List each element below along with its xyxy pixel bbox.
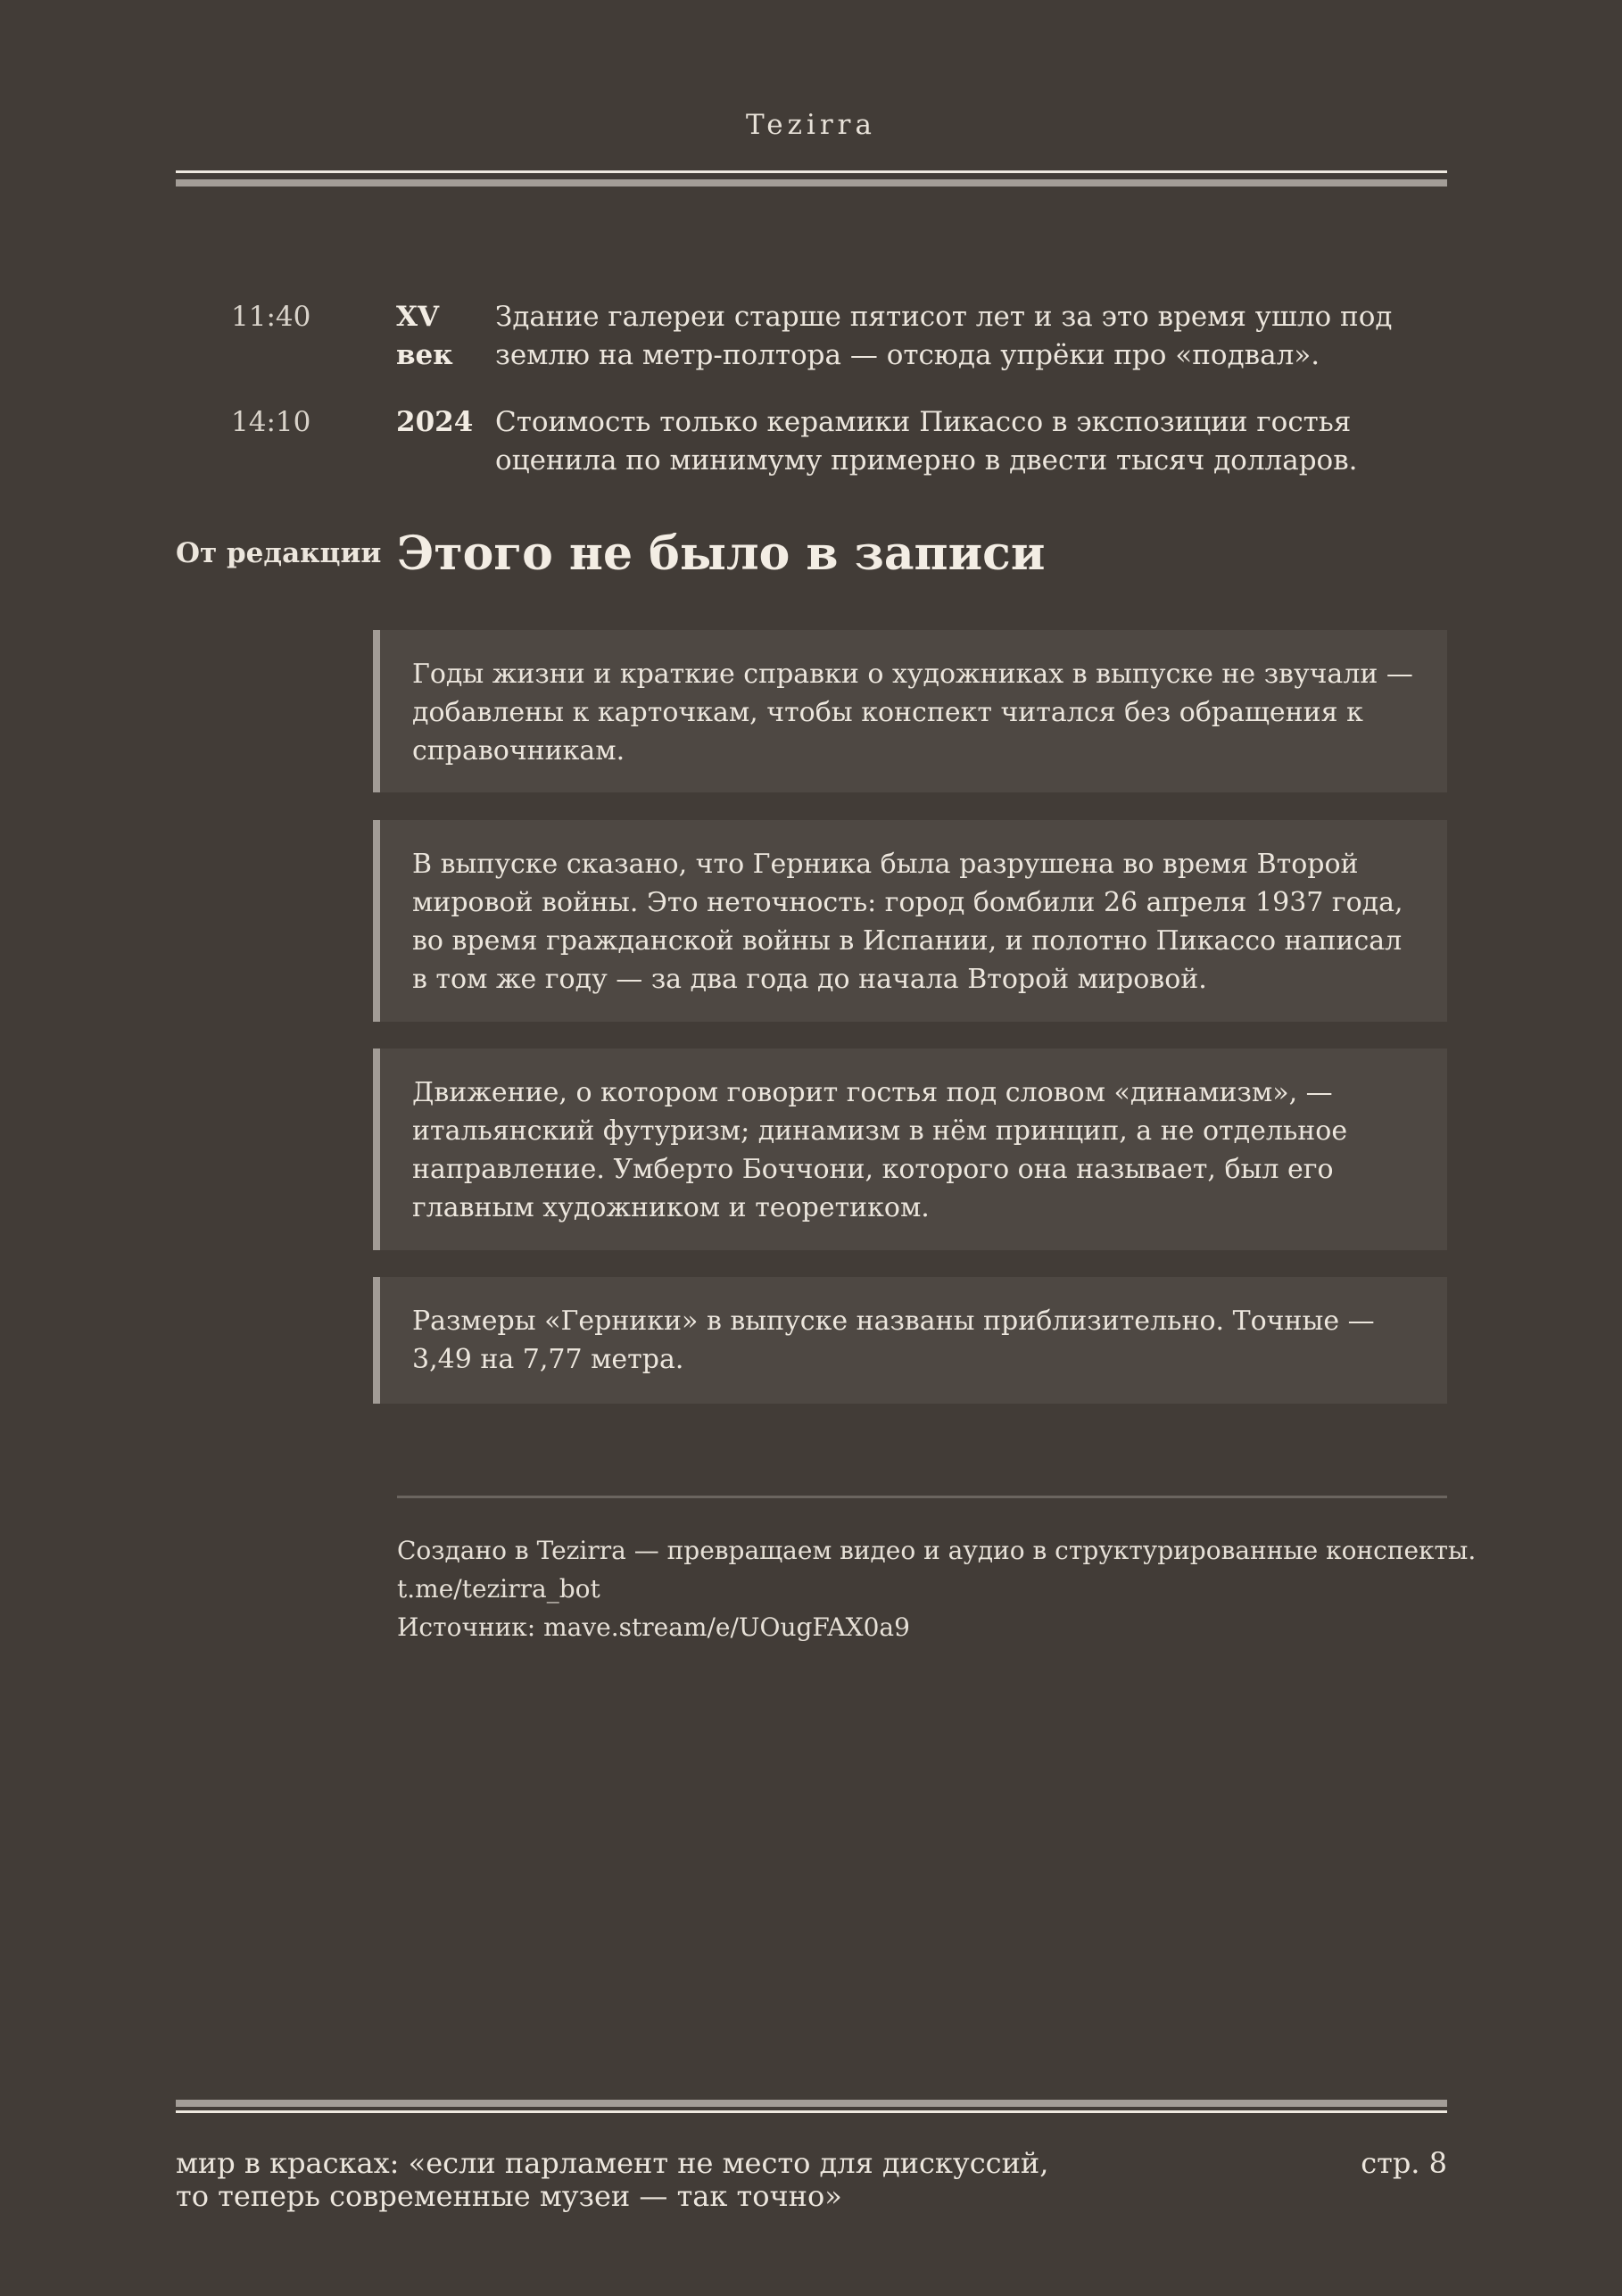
credits xyxy=(397,1531,1477,1646)
page-number: стр. 8 xyxy=(1361,2146,1447,2180)
document-title-line: то теперь современные музеи — так точно» xyxy=(176,2179,842,2213)
header-rule-thin xyxy=(176,170,1447,173)
bot-link[interactable]: t.me/tezirra_bot xyxy=(397,1574,600,1604)
timeline-row xyxy=(176,403,1447,484)
header-title: Tezirra xyxy=(746,109,876,141)
document-title-line: мир в красках: «если парламент не место для дискуссий, xyxy=(176,2146,1049,2180)
credits-line: Создано в Tezirra — превращаем видео и аудио в структурированные конспекты. xyxy=(397,1536,1477,1565)
timeline-era: XV век xyxy=(396,301,453,371)
source-link[interactable]: Источник: mave.stream/e/UOugFAX0a9 xyxy=(397,1612,910,1642)
timeline-text: Стоимость только керамики Пикассо в экспозиции гостья оценила по минимуму примерно в двести тысяч долларов. xyxy=(495,406,1358,477)
timeline-text: Здание галереи старше пятисот лет и за это время ушло под землю на метр-полтора — отсюда упрёки про «подвал». xyxy=(495,301,1393,371)
editorial-note: Годы жизни и краткие справки о художниках в выпуске не звучали — добавлены к карточкам, чтобы конспект читался без обращения к справочникам. xyxy=(373,630,1447,792)
editorial-label: От редакции xyxy=(176,537,382,569)
editorial-note: В выпуске сказано, что Герника была разрушена во время Второй мировой войны. Это неточность: город бомбили 26 апреля 1937 года, во время гражданской войны в Испании, и полотно Пикассо написал в том же году — за два года до начала Второй мировой. xyxy=(373,820,1447,1022)
document-title xyxy=(176,2147,1246,2213)
editorial-heading: Этого не было в записи xyxy=(397,526,1046,581)
timeline-era: 2024 xyxy=(396,406,474,438)
editorial-note: Размеры «Герники» в выпуске названы приблизительно. Точные — 3,49 на 7,77 метра. xyxy=(373,1277,1447,1404)
footer-rule-thin xyxy=(176,2110,1447,2113)
timeline-time: 11:40 xyxy=(231,301,311,333)
timeline-time: 14:10 xyxy=(231,406,311,438)
header-rule-thick xyxy=(176,179,1447,186)
footer-rule-thick xyxy=(176,2100,1447,2107)
credits-separator xyxy=(397,1496,1447,1498)
timeline-row xyxy=(176,298,1447,378)
editorial-note: Движение, о котором говорит гостья под словом «динамизм», — итальянский футуризм; динамизм в нём принцип, а не отдельное направление. Умберто Боччони, которого она называет, был его главным художником и теоретиком. xyxy=(373,1049,1447,1250)
